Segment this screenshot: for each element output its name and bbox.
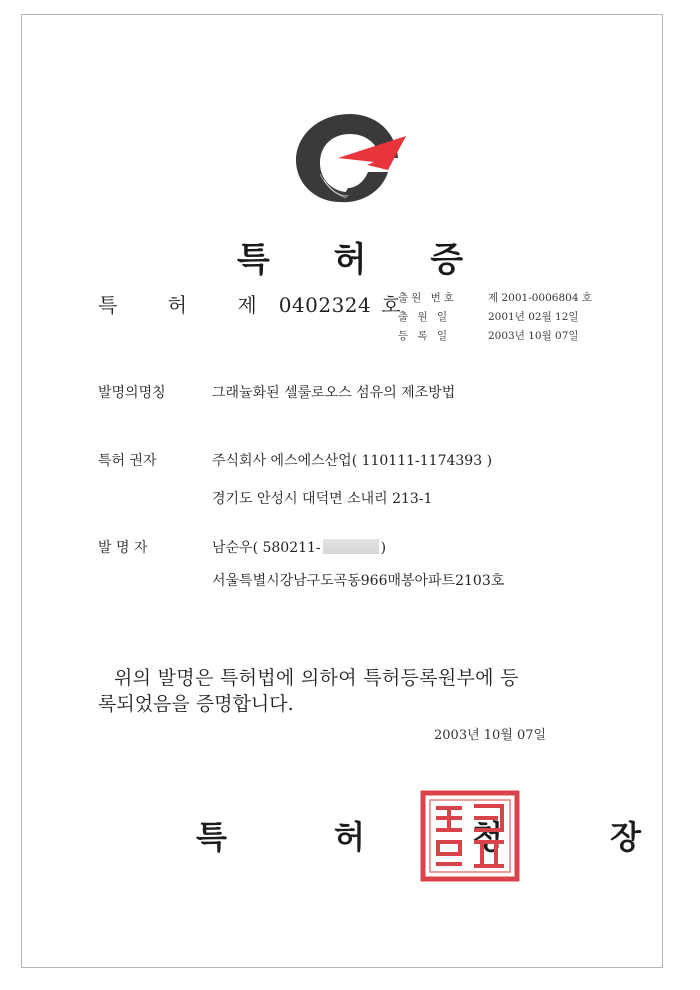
invention-title: 그래뉼화된 셀룰로오스 섬유의 제조방법 bbox=[212, 385, 456, 401]
patent-number: 0402324 bbox=[278, 293, 372, 317]
patent-number-line bbox=[98, 289, 401, 318]
patentee-label: 특허 권자 bbox=[98, 453, 157, 469]
certification-statement bbox=[98, 665, 602, 717]
inventor-label: 발 명 자 bbox=[98, 540, 148, 556]
registration-date-row bbox=[398, 327, 592, 346]
statement-line-1: 위의 발명은 특허법에 의하여 특허등록원부에 등 bbox=[114, 667, 519, 689]
application-date-value: 2001년 02월 12일 bbox=[488, 311, 579, 323]
certificate-title: 특 허 증 bbox=[236, 240, 490, 280]
inventor-name-close: ) bbox=[380, 540, 387, 556]
redacted-id-block bbox=[323, 539, 379, 554]
issue-date: 2003년 10월 07일 bbox=[434, 728, 547, 743]
application-date-label: 출 원 일 bbox=[398, 311, 451, 323]
patent-label: 특 허 제 bbox=[98, 293, 279, 317]
inventor-name bbox=[212, 537, 386, 557]
inventor-name-text: 남순우( 580211- bbox=[212, 540, 321, 556]
patentee-name: 주식회사 에스에스산업( 110111-1174393 ) bbox=[212, 453, 493, 469]
statement-line-2: 록되었음을 증명합니다. bbox=[98, 693, 294, 715]
invention-title-label: 발명의명칭 bbox=[98, 385, 166, 401]
registration-date-value: 2003년 10월 07일 bbox=[488, 330, 579, 342]
application-number-label: 출원 번호 bbox=[398, 292, 457, 304]
application-number-row bbox=[398, 289, 592, 308]
application-date-row bbox=[398, 308, 592, 327]
patentee-address: 경기도 안성시 대덕면 소내리 213-1 bbox=[212, 491, 433, 507]
inventor-address: 서울특별시강남구도곡동966매봉아파트2103호 bbox=[212, 573, 505, 589]
application-number-value: 제 2001-0006804 호 bbox=[488, 292, 592, 304]
issuer-name: 특 허 청 장 bbox=[196, 818, 690, 856]
patent-suffix: 호 bbox=[381, 293, 401, 317]
official-seal-icon bbox=[420, 790, 520, 882]
registration-info bbox=[398, 289, 592, 346]
kipo-emblem-icon bbox=[290, 108, 410, 208]
registration-date-label: 등 록 일 bbox=[398, 330, 451, 342]
